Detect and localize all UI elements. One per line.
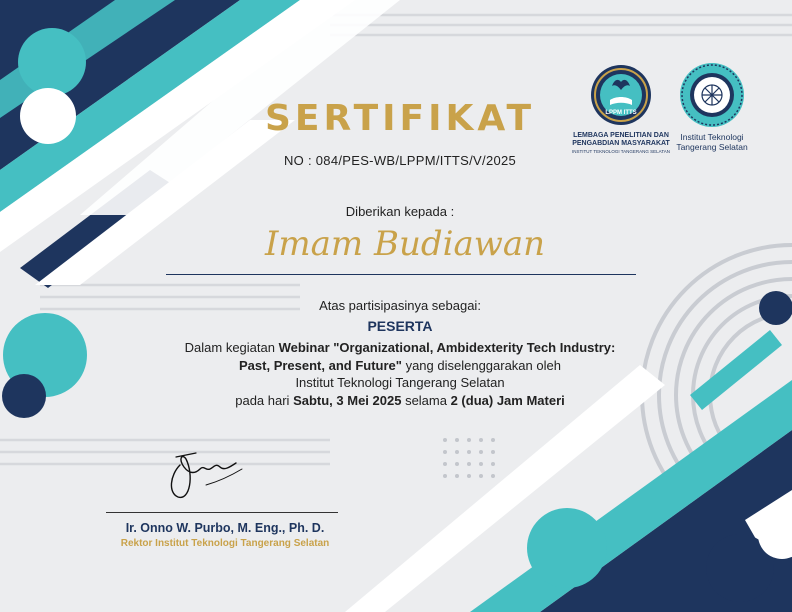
itts-name: Institut Teknologi Tangerang Selatan <box>676 132 748 152</box>
organizer: Institut Teknologi Tangerang Selatan <box>295 375 505 390</box>
day-prefix: pada hari <box>235 392 294 408</box>
certificate-body <box>170 339 630 409</box>
duration-prefix: selama <box>401 392 451 408</box>
given-to-label: Diberikan kepada : <box>345 204 455 219</box>
participant-role: PESERTA <box>367 318 433 334</box>
certificate-number: NO : 084/PES-WB/LPPM/ITTS/V/2025 <box>283 153 517 168</box>
signer-title: Rektor Institut Teknologi Tangerang Selatan <box>120 538 330 549</box>
signature-line <box>106 512 338 513</box>
lppm-logo-icon <box>590 60 652 130</box>
certificate-title: SERTIFIKAT <box>264 98 536 139</box>
dot-grid <box>443 438 495 478</box>
activity-name: Webinar "Organizational, Ambidexterity Tech Industry: Past, Present, and Future" <box>239 340 616 373</box>
lppm-subtitle: INSTITUT TEKNOLOGI TANGERANG SELATAN <box>571 149 671 154</box>
organized-by: yang diselenggarakan oleh <box>401 357 561 373</box>
signature <box>150 445 260 510</box>
signer-name: Ir. Onno W. Purbo, M. Eng., Ph. D. <box>125 521 325 535</box>
participation-label: Atas partisipasinya sebagai: <box>319 298 481 313</box>
lppm-name: LEMBAGA PENELITIAN DAN PENGABDIAN MASYARAKAT <box>572 132 670 147</box>
activity-prefix: Dalam kegiatan <box>184 340 279 355</box>
event-duration: 2 (dua) Jam Materi <box>450 392 565 408</box>
recipient-name: Imam Budiawan <box>264 224 546 264</box>
name-underline <box>166 274 636 275</box>
event-date: Sabtu, 3 Mei 2025 <box>293 392 402 408</box>
itts-logo-icon <box>679 62 745 128</box>
lppm-logo-text: LPPM ITTS <box>605 110 637 116</box>
